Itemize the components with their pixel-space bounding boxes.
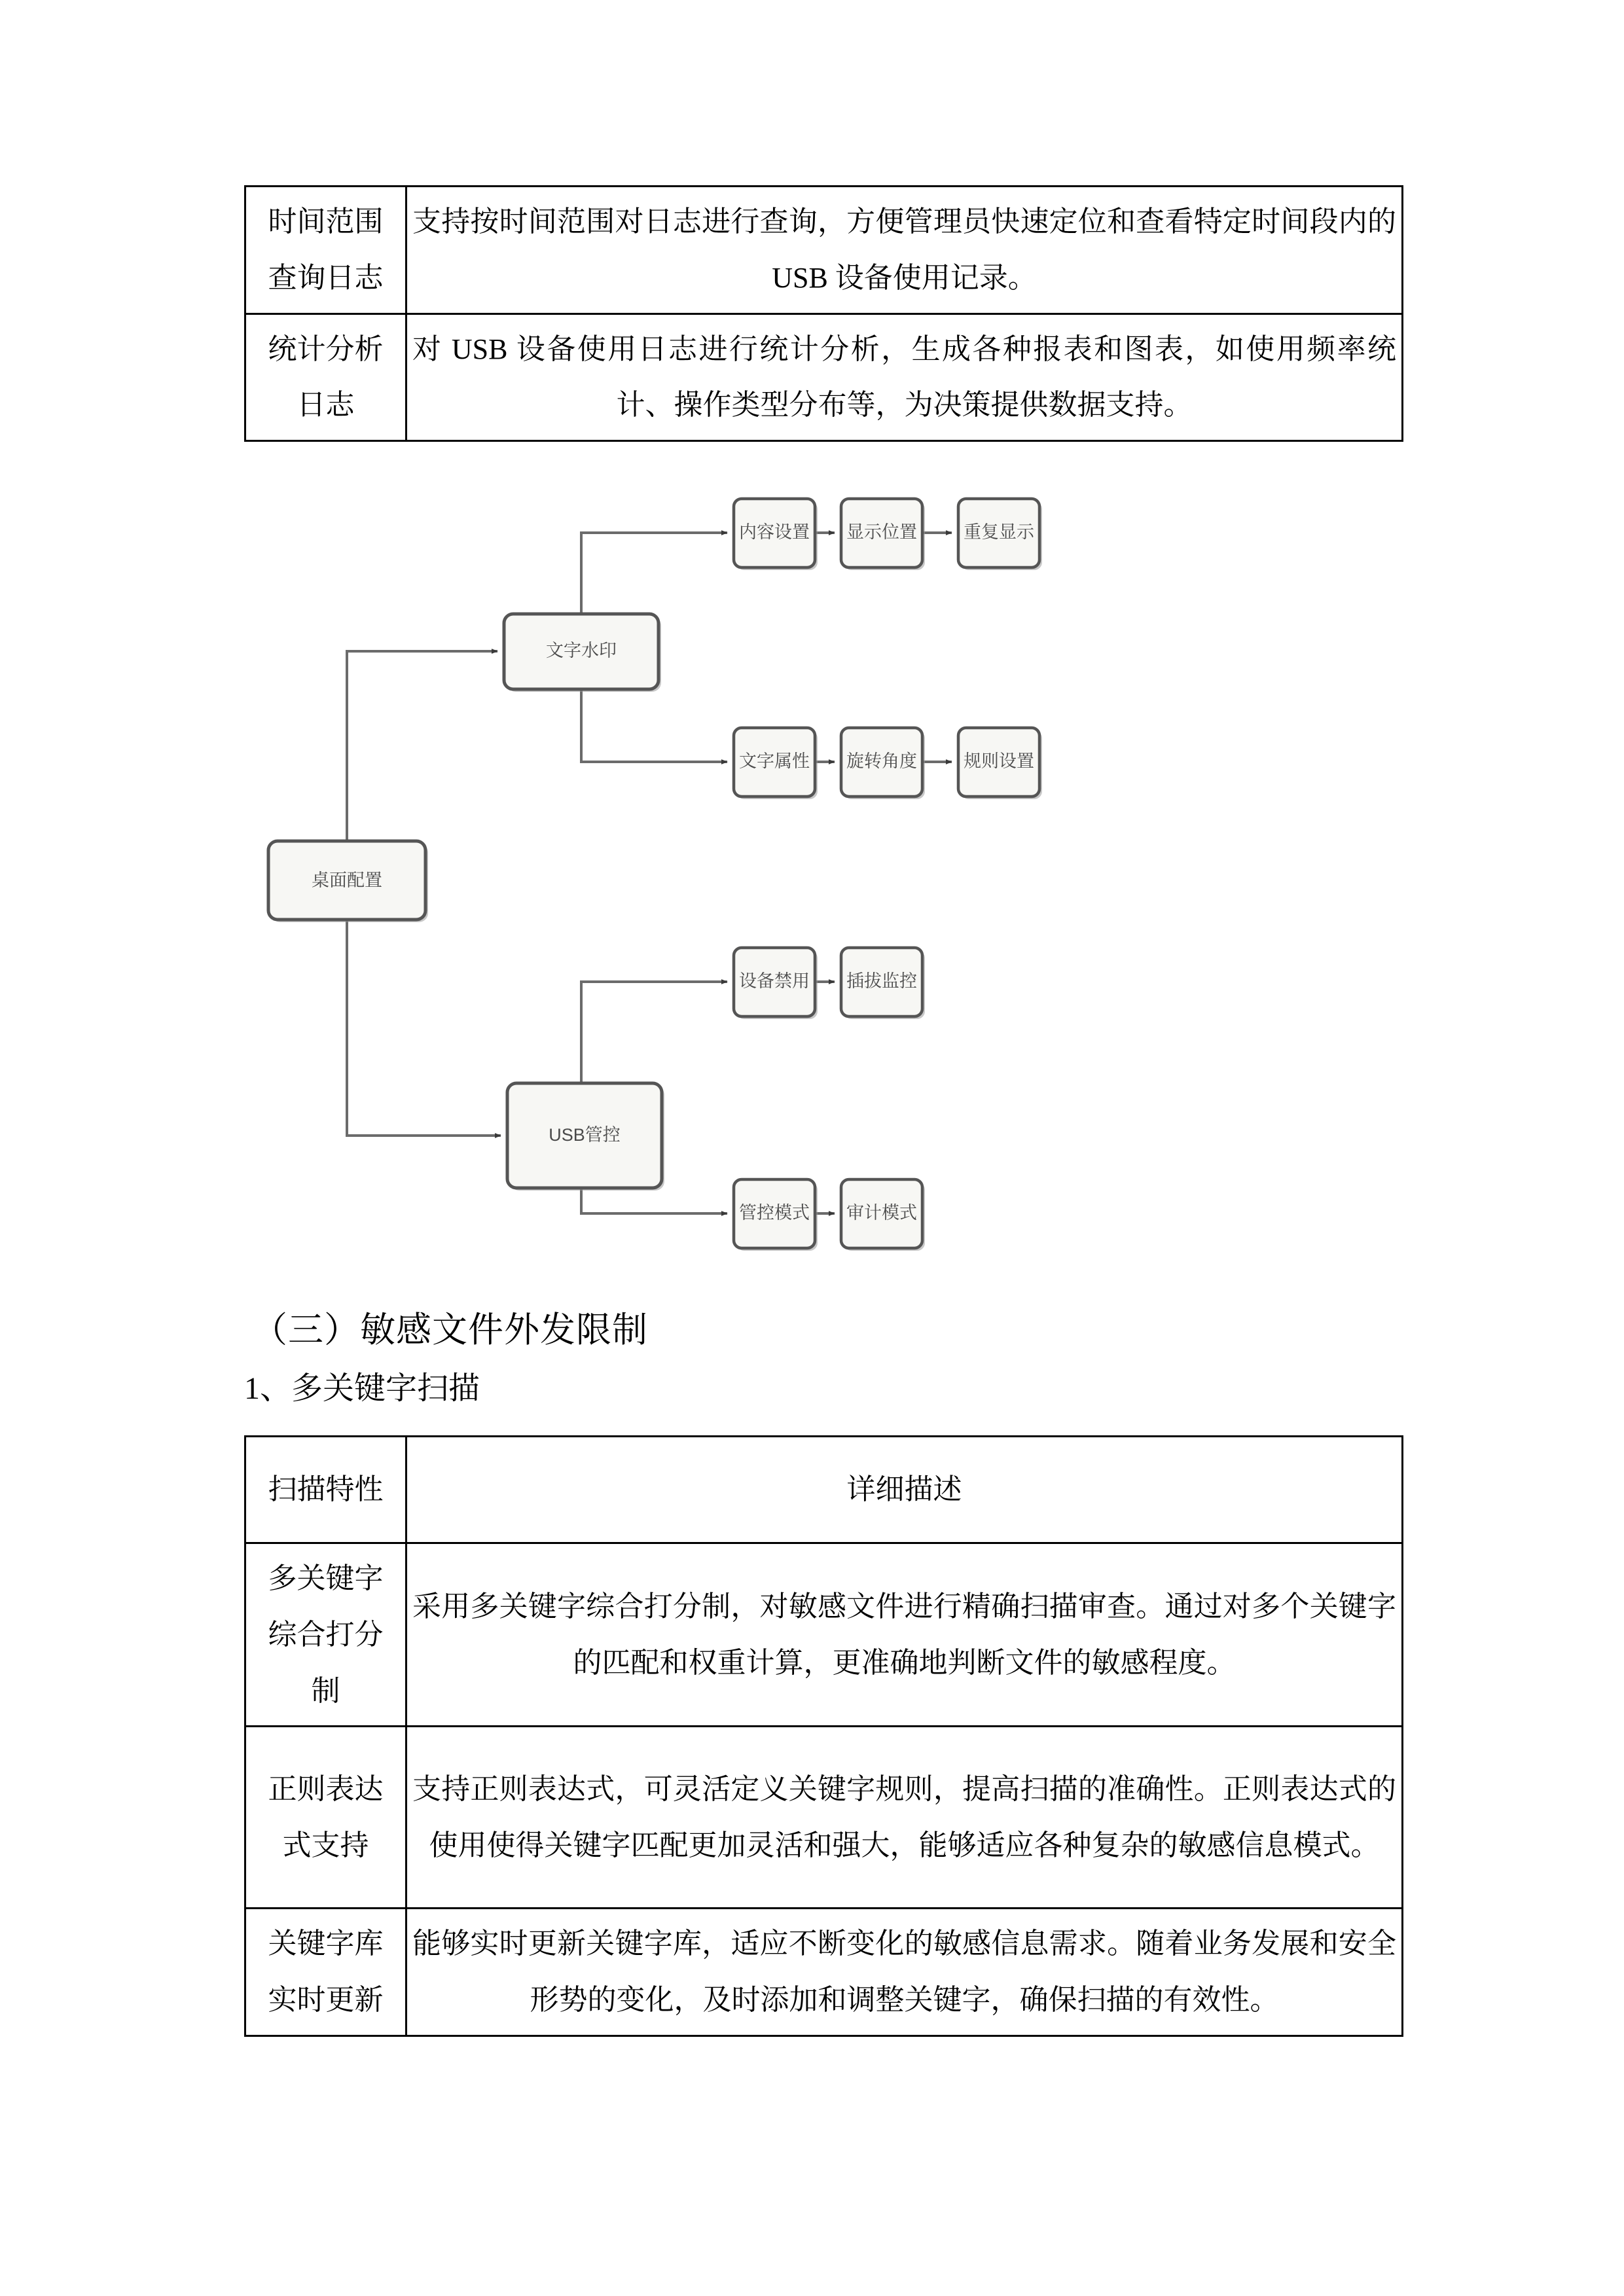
- desktop-config-flowchart: [0, 478, 1624, 1296]
- flow-node-display-position[interactable]: [841, 499, 925, 570]
- flow-node-desktop-config[interactable]: [268, 841, 428, 922]
- row-label-line: 查询日志: [268, 261, 384, 294]
- table-row: [245, 1727, 1403, 1909]
- flow-node-label: 审计模式: [846, 1203, 917, 1223]
- row-label-line: 关键字库: [268, 1928, 384, 1960]
- row-label-cell: [245, 187, 406, 314]
- flowchart-nodes: [268, 499, 1042, 1251]
- subsection-heading: 1、多关键字扫描: [244, 1371, 480, 1406]
- header-description-cell: 详细描述: [406, 1437, 1403, 1543]
- flow-node-label: USB管控: [549, 1125, 621, 1145]
- flow-node-label: 旋转角度: [846, 751, 917, 772]
- table-row: [245, 1909, 1403, 2036]
- flow-node-repeat-display[interactable]: [958, 499, 1042, 570]
- row-label-line: 式支持: [282, 1829, 369, 1861]
- row-label-line: 实时更新: [268, 1984, 384, 2017]
- flow-node-label: 文字水印: [546, 641, 617, 661]
- flow-node-label: 显示位置: [846, 522, 917, 543]
- table-row: [245, 187, 1403, 314]
- keyword-scan-table: [244, 1435, 1403, 2037]
- row-label-cell: [245, 1727, 406, 1909]
- header-label-cell: 扫描特性: [245, 1437, 406, 1543]
- row-label-line: 时间范围: [268, 206, 384, 238]
- flow-node-label: 内容设置: [739, 522, 810, 543]
- flow-node-label: 文字属性: [739, 751, 810, 772]
- flow-node-label: 桌面配置: [312, 870, 382, 891]
- row-description-cell: 采用多关键字综合打分制，对敏感文件进行精确扫描审查。通过对多个关键字的匹配和权重计算，更准确地判断文件的敏感程度。: [406, 1543, 1403, 1727]
- usb-log-table: [244, 185, 1403, 442]
- flow-node-device-disable[interactable]: [734, 948, 818, 1019]
- flow-node-content-setting[interactable]: [734, 499, 818, 570]
- row-label-line: 制: [311, 1674, 340, 1707]
- flow-node-plug-monitor[interactable]: [841, 948, 925, 1019]
- flow-node-text-attribute[interactable]: [734, 728, 818, 799]
- row-label-line: 统计分析: [268, 332, 384, 365]
- flow-node-usb-control[interactable]: [507, 1083, 664, 1191]
- row-label-line: 正则表达: [268, 1773, 384, 1806]
- table-row: [245, 1543, 1403, 1727]
- flow-node-label: 规则设置: [964, 751, 1034, 772]
- flow-node-rotation-angle[interactable]: [841, 728, 925, 799]
- flow-node-control-mode[interactable]: [734, 1179, 818, 1251]
- row-description-cell: 支持按时间范围对日志进行查询，方便管理员快速定位和查看特定时间段内的 USB 设备使用记录。: [406, 187, 1403, 314]
- row-label-line: 多关键字: [268, 1562, 384, 1594]
- flow-node-audit-mode[interactable]: [841, 1179, 925, 1251]
- flow-node-rule-setting[interactable]: [958, 728, 1042, 799]
- row-label-line: 日志: [297, 389, 355, 422]
- row-description-cell: 支持正则表达式，可灵活定义关键字规则，提高扫描的准确性。正则表达式的使用使得关键字匹配更加灵活和强大，能够适应各种复杂的敏感信息模式。: [406, 1727, 1403, 1909]
- flow-node-label: 插拔监控: [846, 971, 917, 992]
- row-label-cell: [245, 314, 406, 441]
- table-row: [245, 314, 1403, 441]
- row-description-cell: 对 USB 设备使用日志进行统计分析，生成各种报表和图表，如使用频率统计、操作类型分布等，为决策提供数据支持。: [406, 314, 1403, 441]
- flow-node-label: 管控模式: [739, 1203, 810, 1223]
- section-heading: （三）敏感文件外发限制: [252, 1310, 648, 1350]
- row-label-line: 综合打分: [268, 1618, 384, 1651]
- flow-node-text-watermark[interactable]: [504, 614, 661, 692]
- row-label-cell: [245, 1543, 406, 1727]
- table-header-row: [245, 1437, 1403, 1543]
- flow-node-label: 设备禁用: [739, 971, 810, 992]
- flow-node-label: 重复显示: [964, 522, 1034, 543]
- row-label-cell: [245, 1909, 406, 2036]
- row-description-cell: 能够实时更新关键字库，适应不断变化的敏感信息需求。随着业务发展和安全形势的变化，及时添加和调整关键字，确保扫描的有效性。: [406, 1909, 1403, 2036]
